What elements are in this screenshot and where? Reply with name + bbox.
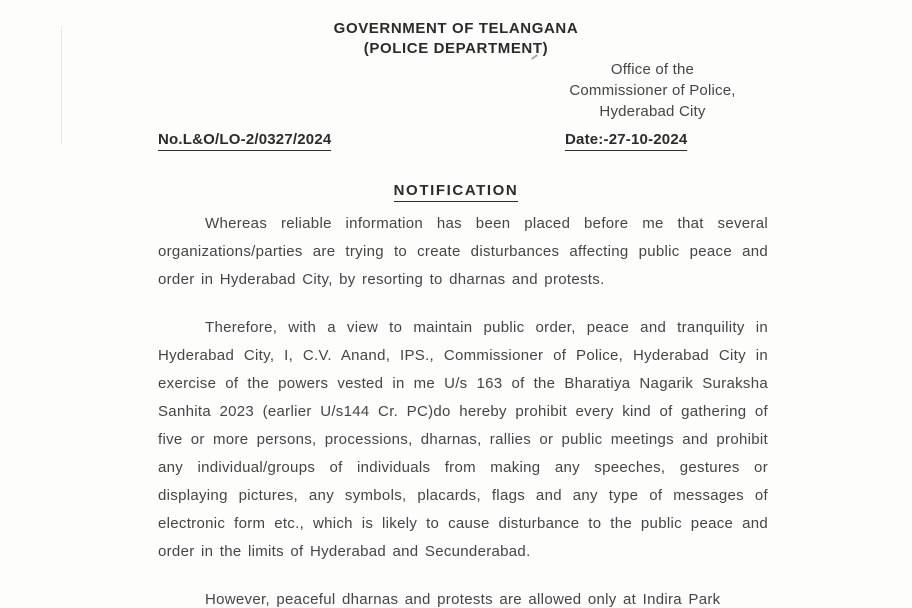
document-body: [158, 210, 768, 608]
paragraph-therefore-prohibition: Therefore, with a view to maintain public order, peace and tranquility in Hyderabad City, I, C.V. Anand, IPS., Commissioner of Police, Hyderabad City in exercise of the powers vested in me U/s 163 of the Bharatiya Nagarik Suraksha Sanhita 2023 (earlier U/s144 Cr. PC)do hereby prohibit every kind of gathering of five or more persons, processions, dharnas, rallies or public meetings and prohibit any individual/groups of individuals from making any speeches, gestures or displaying pictures, any symbols, placards, flags and any type of messages of electronic form etc., which is likely to cause disturbance to the public peace and order in the limits of Hyderabad and Secunderabad.: [158, 319, 768, 560]
document-header: [0, 19, 912, 59]
government-title: GOVERNMENT OF TELANGANA: [333, 20, 579, 37]
office-address-line: Hyderabad City: [599, 103, 706, 120]
office-address-line: Office of the: [610, 61, 695, 78]
office-address-block: [555, 59, 750, 122]
notification-heading-row: [0, 182, 912, 202]
reference-number: No.L&O/LO-2/0327/2024: [158, 131, 331, 151]
paragraph-however-cutoff: However, peaceful dharnas and protests are allowed only at Indira Park: [205, 591, 721, 608]
office-address-line: Commissioner of Police,: [569, 82, 736, 99]
paragraph-whereas: Whereas reliable information has been placed before me that several organizations/parties are trying to create disturbances affecting public peace and order in Hyderabad City, by resorting to dharnas and protests.: [158, 215, 768, 288]
notification-heading: NOTIFICATION: [394, 182, 519, 202]
department-title: (POLICE DEPARTMENT): [363, 40, 549, 57]
document-date: Date:-27-10-2024: [565, 131, 687, 151]
